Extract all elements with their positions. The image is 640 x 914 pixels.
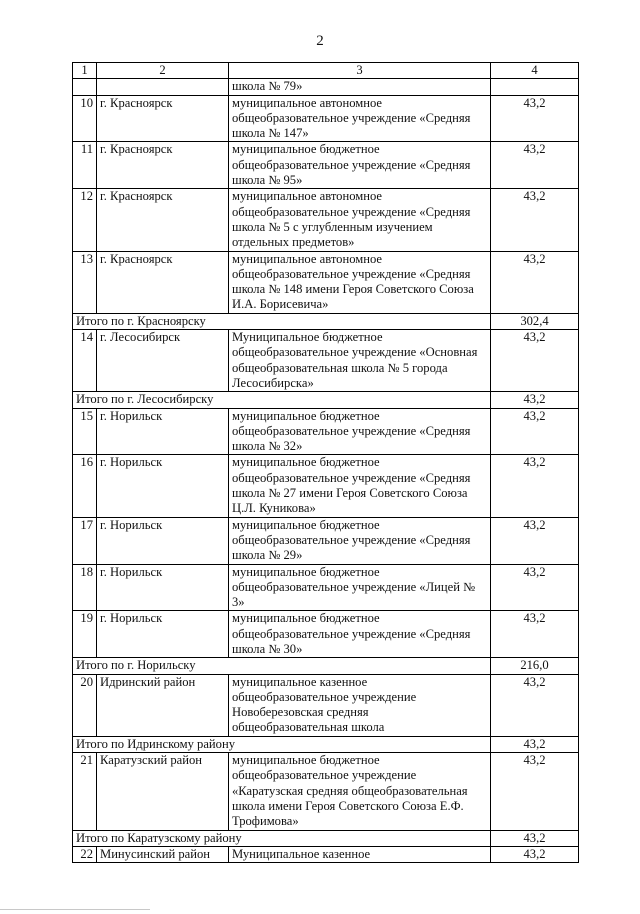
subtotal-label: Итого по Каратузскому району	[73, 830, 491, 846]
subtotal-label: Итого по Идринскому району	[73, 736, 491, 752]
row-number: 19	[73, 611, 97, 658]
row-number: 18	[73, 564, 97, 611]
page-number: 2	[316, 33, 324, 49]
institution-cell: муниципальное автономное общеобразовательное учреждение «Средняя школа № 147»	[229, 95, 491, 142]
table-row	[73, 95, 579, 142]
amount-cell: 43,2	[491, 564, 579, 611]
municipality-cell: г. Норильск	[97, 611, 229, 658]
table-row	[73, 330, 579, 392]
subtotal-amount: 302,4	[491, 313, 579, 329]
table-row	[73, 408, 579, 455]
institution-cell: муниципальное бюджетное общеобразовательное учреждение «Средняя школа № 95»	[229, 142, 491, 189]
row-number: 11	[73, 142, 97, 189]
institution-cell: муниципальное бюджетное общеобразовательное учреждение «Лицей № 3»	[229, 564, 491, 611]
amount-cell: 43,2	[491, 517, 579, 564]
table-row	[73, 564, 579, 611]
table-row	[73, 846, 579, 862]
subtotal-row	[73, 658, 579, 674]
municipality-cell: г. Норильск	[97, 455, 229, 517]
subtotal-amount: 43,2	[491, 830, 579, 846]
row-number: 21	[73, 753, 97, 830]
amount-cell: 43,2	[491, 846, 579, 862]
amount-cell: 43,2	[491, 189, 579, 251]
table-row	[73, 753, 579, 830]
municipality-cell: г. Лесосибирск	[97, 330, 229, 392]
institution-cell: муниципальное казенное общеобразовательное учреждение Новоберезовская средняя общеобразовательная школа	[229, 674, 491, 736]
row-number: 22	[73, 846, 97, 862]
continuation-institution-cell: школа № 79»	[229, 79, 491, 95]
table-header-row	[73, 63, 579, 79]
row-number: 14	[73, 330, 97, 392]
municipality-cell: г. Красноярск	[97, 95, 229, 142]
institution-cell: Муниципальное бюджетное общеобразовательное учреждение «Основная общеобразовательная школа № 5 города Лесосибирска»	[229, 330, 491, 392]
amount-cell: 43,2	[491, 95, 579, 142]
table-row	[73, 251, 579, 313]
amount-cell: 43,2	[491, 611, 579, 658]
row-number: 16	[73, 455, 97, 517]
amount-cell: 43,2	[491, 674, 579, 736]
institution-cell: муниципальное бюджетное общеобразовательное учреждение «Средняя школа № 30»	[229, 611, 491, 658]
column-header-1: 1	[73, 63, 97, 79]
table-row	[73, 674, 579, 736]
institution-cell: муниципальное автономное общеобразовательное учреждение «Средняя школа № 5 с углубленным изучением отдельных предметов»	[229, 189, 491, 251]
amount-cell: 43,2	[491, 142, 579, 189]
table-row	[73, 517, 579, 564]
table-body	[73, 63, 579, 863]
subtotal-label: Итого по г. Красноярску	[73, 313, 491, 329]
subtotal-label: Итого по г. Норильску	[73, 658, 491, 674]
subtotal-row	[73, 830, 579, 846]
subtotal-amount: 43,2	[491, 736, 579, 752]
municipality-cell: г. Норильск	[97, 564, 229, 611]
subtotal-row	[73, 392, 579, 408]
row-number: 10	[73, 95, 97, 142]
allocation-table	[72, 62, 579, 863]
institution-cell: муниципальное бюджетное общеобразовательное учреждение «Каратузская средняя общеобразовательная школа имени Героя Советского Союза Е.Ф. Трофимова»	[229, 753, 491, 830]
continuation-row	[73, 79, 579, 95]
institution-cell: муниципальное бюджетное общеобразовательное учреждение «Средняя школа № 27 имени Героя Советского Союза Ц.Л. Куникова»	[229, 455, 491, 517]
municipality-cell: Минусинский район	[97, 846, 229, 862]
municipality-cell: г. Красноярск	[97, 251, 229, 313]
amount-cell: 43,2	[491, 753, 579, 830]
continuation-amount-cell	[491, 79, 579, 95]
subtotal-amount: 43,2	[491, 392, 579, 408]
row-number: 20	[73, 674, 97, 736]
column-header-4: 4	[491, 63, 579, 79]
table-row	[73, 142, 579, 189]
amount-cell: 43,2	[491, 408, 579, 455]
table-row	[73, 611, 579, 658]
continuation-num-cell	[73, 79, 97, 95]
institution-cell: муниципальное автономное общеобразовательное учреждение «Средняя школа № 148 имени Героя Советского Союза И.А. Борисевича»	[229, 251, 491, 313]
institution-cell: муниципальное бюджетное общеобразовательное учреждение «Средняя школа № 32»	[229, 408, 491, 455]
column-header-2: 2	[97, 63, 229, 79]
amount-cell: 43,2	[491, 251, 579, 313]
table-row	[73, 189, 579, 251]
row-number: 15	[73, 408, 97, 455]
subtotal-label: Итого по г. Лесосибирску	[73, 392, 491, 408]
municipality-cell: г. Норильск	[97, 517, 229, 564]
row-number: 13	[73, 251, 97, 313]
municipality-cell: Каратузский район	[97, 753, 229, 830]
row-number: 17	[73, 517, 97, 564]
subtotal-row	[73, 736, 579, 752]
footer-rule	[0, 909, 150, 910]
municipality-cell: г. Красноярск	[97, 189, 229, 251]
municipality-cell: г. Красноярск	[97, 142, 229, 189]
amount-cell: 43,2	[491, 455, 579, 517]
subtotal-row	[73, 313, 579, 329]
subtotal-amount: 216,0	[491, 658, 579, 674]
table-row	[73, 455, 579, 517]
continuation-city-cell	[97, 79, 229, 95]
amount-cell: 43,2	[491, 330, 579, 392]
column-header-3: 3	[229, 63, 491, 79]
municipality-cell: г. Норильск	[97, 408, 229, 455]
institution-cell: муниципальное бюджетное общеобразовательное учреждение «Средняя школа № 29»	[229, 517, 491, 564]
row-number: 12	[73, 189, 97, 251]
institution-cell: Муниципальное казенное	[229, 846, 491, 862]
municipality-cell: Идринский район	[97, 674, 229, 736]
